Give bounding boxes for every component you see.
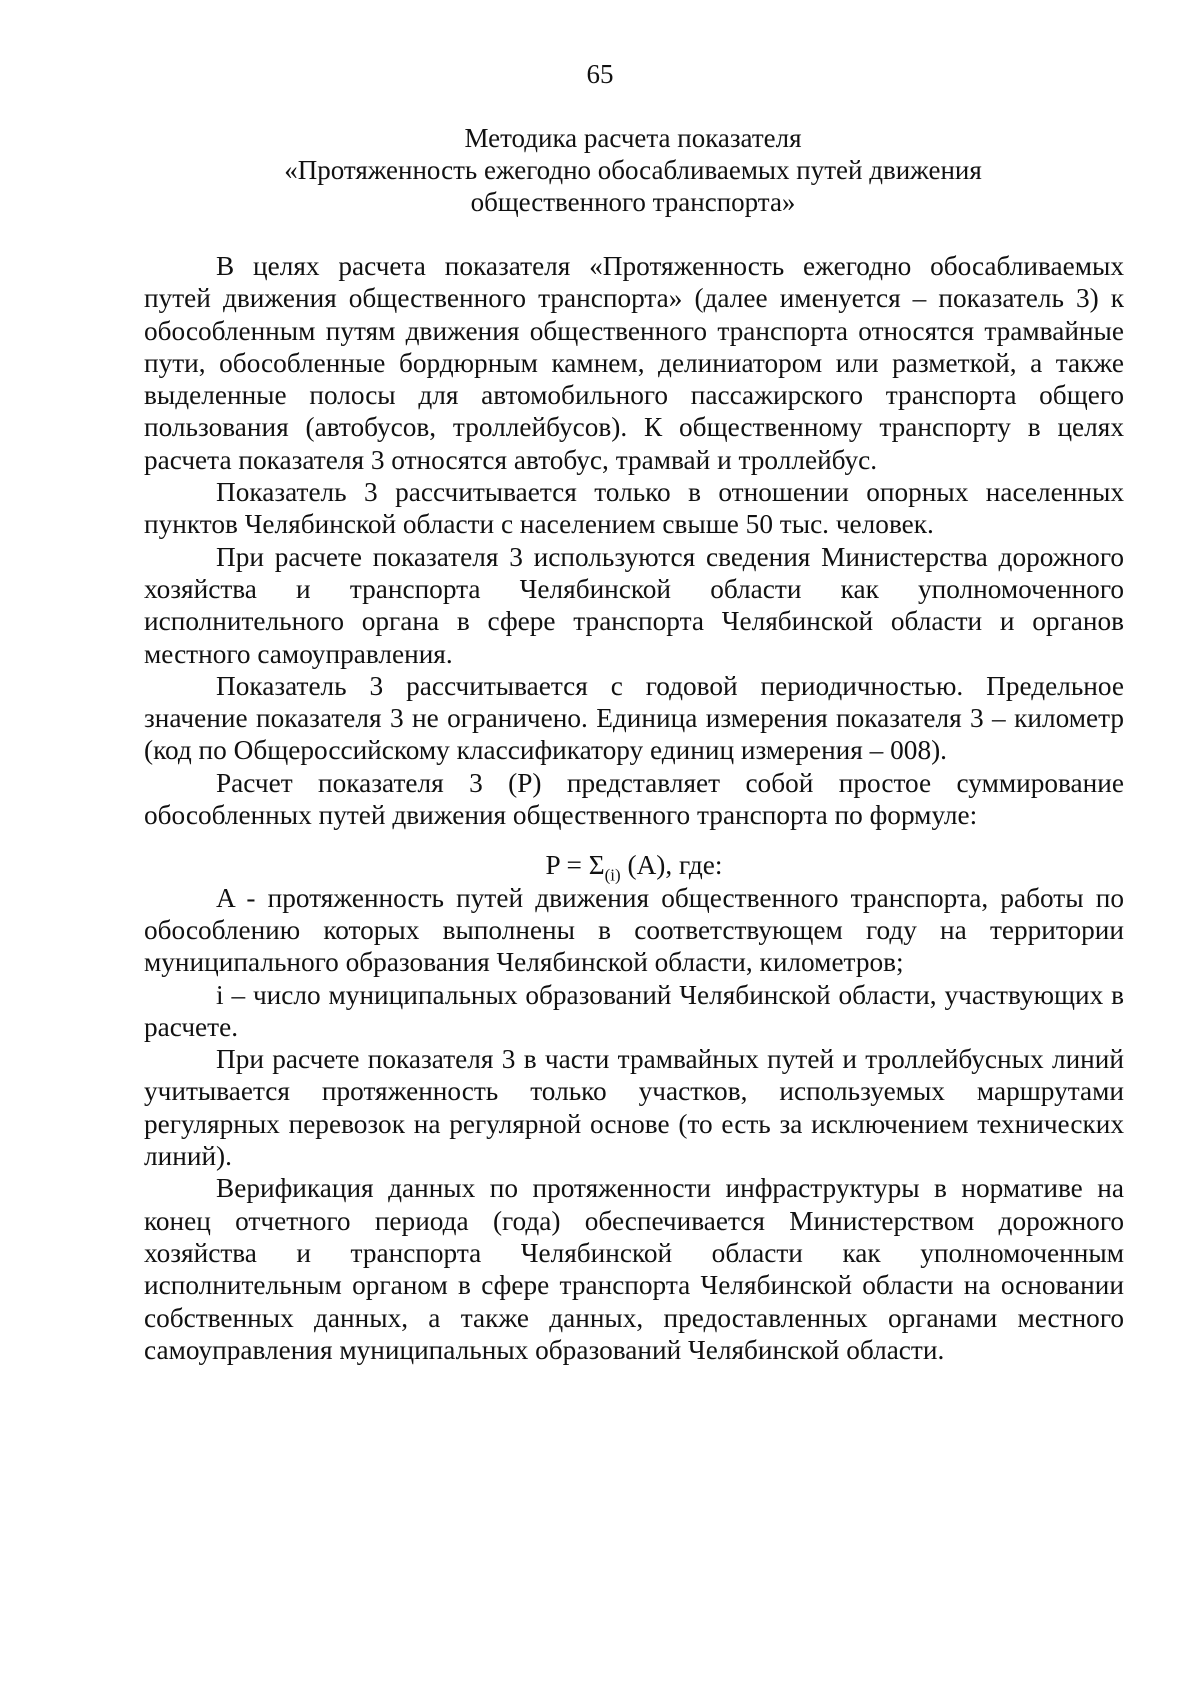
formula-subscript: (i) [604,865,621,885]
title-line-1: Методика расчета показателя [464,123,802,153]
definition-i: i – число муниципальных образований Челябинской области, участвующих в расчете. [144,979,1124,1042]
paragraph-scope: В целях расчета показателя «Протяженность ежегодно обосабливаемых путей движения общественного транспорта» (далее именуется – показатель 3) к обособленным путям движения общественного транспорта относятся трамвайные пути, обособленные бордюрным камнем, делиниатором или разметкой, а также выделенные полосы для автомобильного пассажирского транспорта общего пользования (автобусов, троллейбусов). К общественному транспорту в целях расчета показателя 3 относятся автобус, трамвай и троллейбус. [144,251,1124,475]
page-number: 65 [586,59,614,89]
document-title [140,122,1126,218]
formula-lhs: P = Σ [545,850,605,881]
paragraph-settlements: Показатель 3 рассчитывается только в отношении опорных населенных пунктов Челябинской области с населением свыше 50 тыс. человек. [144,477,1124,540]
formula [144,849,1124,885]
paragraph-sources: При расчете показателя 3 используются сведения Министерства дорожного хозяйства и транспорта Челябинской области как уполномоченного исполнительного органа в сфере транспорта Челябинской области и органов местного самоуправления. [144,541,1124,669]
definition-a: A - протяженность путей движения общественного транспорта, работы по обособлению которых выполнены в соответствующем году на территории муниципального образования Челябинской области, километров; [144,882,1124,978]
paragraph-calculation: Расчет показателя 3 (P) представляет собой простое суммирование обособленных путей движения общественного транспорта по формуле: [144,767,1124,831]
paragraph-tram-lines: При расчете показателя 3 в части трамвайных путей и троллейбусных линий учитывается протяженность только участков, используемых маршрутами регулярных перевозок на регулярной основе (то есть за исключением технических линий). [144,1044,1124,1172]
title-line-2: «Протяженность ежегодно обосабливаемых путей движения [284,155,982,185]
formula-rhs: (A), где: [620,850,723,881]
title-line-3: общественного транспорта» [470,187,796,217]
paragraph-periodicity: Показатель 3 рассчитывается с годовой периодичностью. Предельное значение показателя 3 не ограничено. Единица измерения показателя 3 – километр (код по Общероссийскому классификатору единиц измерения – 008). [144,670,1124,766]
document-body [144,250,1124,1366]
paragraph-verification: Верификация данных по протяженности инфраструктуры в нормативе на конец отчетного периода (года) обеспечивается Министерством дорожного хозяйства и транспорта Челябинской области как уполномоченным исполнительным органом в сфере транспорта Челябинской области на основании собственных данных, а также данных, предоставленных органами местного самоуправления муниципальных образований Челябинской области. [144,1173,1124,1365]
